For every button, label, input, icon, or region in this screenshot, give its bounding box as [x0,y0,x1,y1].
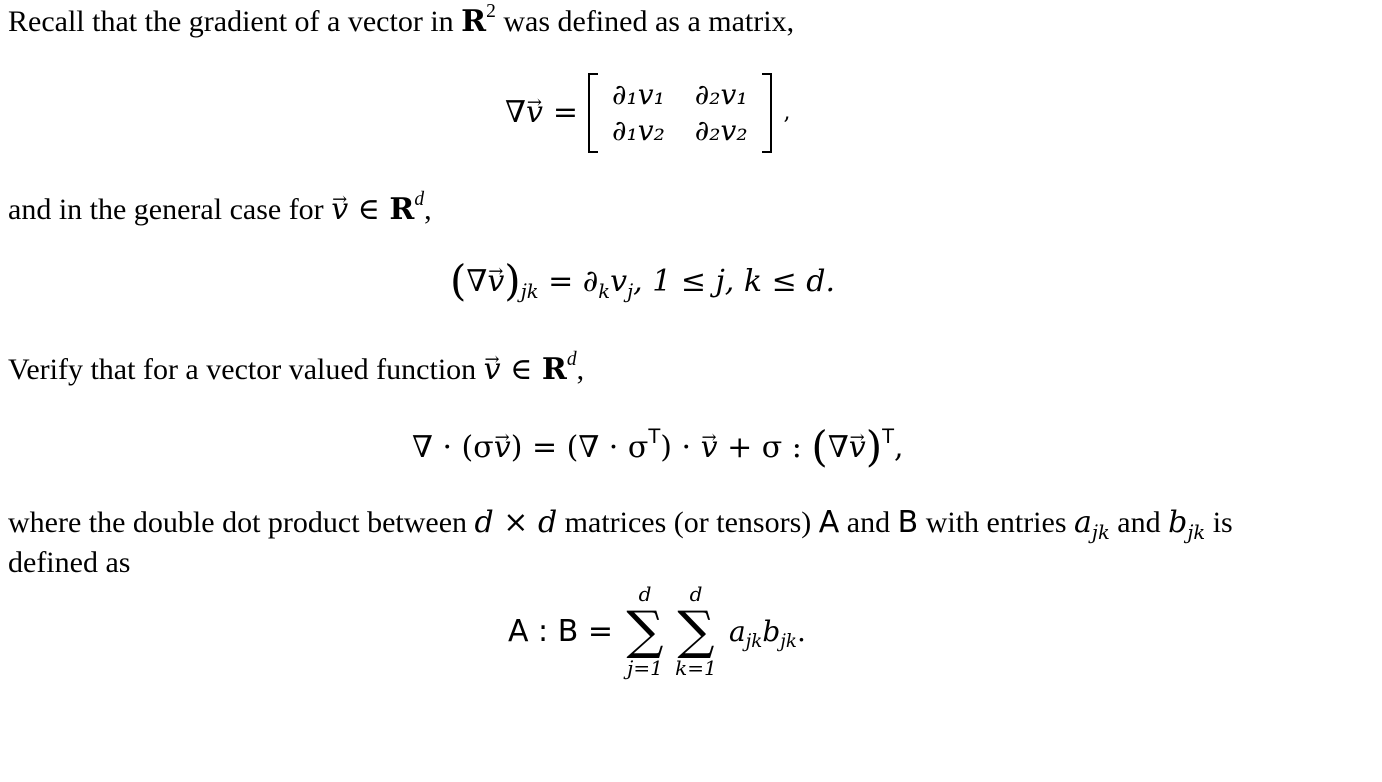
equation-gradient-entries: (∇→ $v)_{jk} = \partial_kv_j$, 1 ≤ j, k ≤ d. [450,262,835,301]
equation-gradient-matrix [505,68,791,158]
sigma-symbol: ∑ [677,601,715,661]
exponent: d [414,189,425,211]
paragraph-4-line-1 [8,503,1233,543]
real-space-symbol: R [389,192,415,227]
paragraph-1 [8,2,794,42]
text: matrices (or tensors) [557,506,819,539]
vector-v: → v [487,263,504,301]
element-of: ∈ [500,352,542,387]
subscript: jk [520,280,539,303]
paragraph-4-line-2 [8,543,130,583]
lhs: A : B = [508,613,613,649]
sum-upper: d [689,582,703,606]
vector-v: → v [701,429,718,467]
subscript: j [627,280,634,303]
expr: ) = (∇ · σ [510,430,649,465]
exponent: d [566,349,577,371]
subscript: k [598,280,611,303]
condition: , 1 ≤ j, k ≤ d. [633,264,835,299]
vector-v: → v [849,429,866,467]
left-bracket [588,73,598,153]
subscript: jk [1187,521,1206,544]
b-symbol: b [1168,505,1188,540]
a-symbol: a [728,614,746,648]
text: and in the general case for [8,193,332,226]
text: is [1205,506,1233,539]
equation-divergence-identity: ∇ · (σ→ v) = (∇ · $\sigma^T$) · → v + σ : (∇→ v)$^T$, [412,428,904,467]
partial: = ∂ [548,264,599,299]
text: with entries [918,506,1075,539]
matrix-cell: ∂₁v₁ [612,78,665,111]
right-bracket [762,73,772,153]
subscript: jk [780,631,797,653]
paragraph-3 [8,350,584,390]
real-space-symbol: R [541,352,567,387]
transpose: T [882,425,895,449]
times: × [493,505,538,540]
matrix-cell: ∂₂v₂ [694,114,748,147]
matrix-A: A [818,505,840,540]
subscript: jk [1091,521,1110,544]
matrix-cell: ∂₂v₁ [694,78,748,111]
period: . [796,614,806,648]
text: Verify that for a vector valued function [8,353,484,386]
nabla-symbol: ∇ [466,264,488,299]
sum-lower: k=1 [675,656,717,680]
sum-j [621,583,669,679]
text: , [424,193,432,226]
nabla-symbol: ∇ [505,95,526,130]
paragraph-2 [8,190,432,230]
text: where the double dot product between [8,506,475,539]
matrix [598,77,762,149]
d-symbol: d [474,505,494,540]
vector-v: → v [526,94,543,132]
vector-v: → v [494,429,511,467]
sum-upper: d [638,582,652,606]
text: Recall that the gradient of a vector in [8,5,462,38]
summand [728,614,806,653]
equals: = [552,95,579,130]
text: and [1109,506,1169,539]
text: was defined as a matrix, [495,5,795,38]
transpose: T [648,425,661,449]
v-symbol: v [610,264,628,299]
d-symbol: d [537,505,558,540]
exponent: 2 [486,1,496,23]
sigma-symbol: ∑ [626,601,664,661]
matrix-B: B [897,505,919,540]
expr: ∇ · (σ [412,430,494,465]
vector-v: → v [484,350,501,390]
subscript: jk [745,631,763,653]
sum-k [669,583,723,679]
text: , [576,353,585,386]
element-of: ∈ [348,192,390,227]
equation-double-dot [508,576,806,686]
a-symbol: a [1074,505,1092,540]
expr: + σ : [717,430,812,465]
vector-v: → v [331,190,348,230]
text: and [839,506,898,539]
text: defined as [8,546,131,579]
sum-lower: j=1 [627,656,663,680]
comma: , [894,430,904,465]
comma: , [783,100,791,125]
b-symbol: b [762,614,781,648]
matrix-cell: ∂₁v₂ [612,114,665,147]
nabla-symbol: ∇ [827,430,849,465]
real-space-symbol: R [461,4,487,39]
expr: ) · [660,430,701,465]
